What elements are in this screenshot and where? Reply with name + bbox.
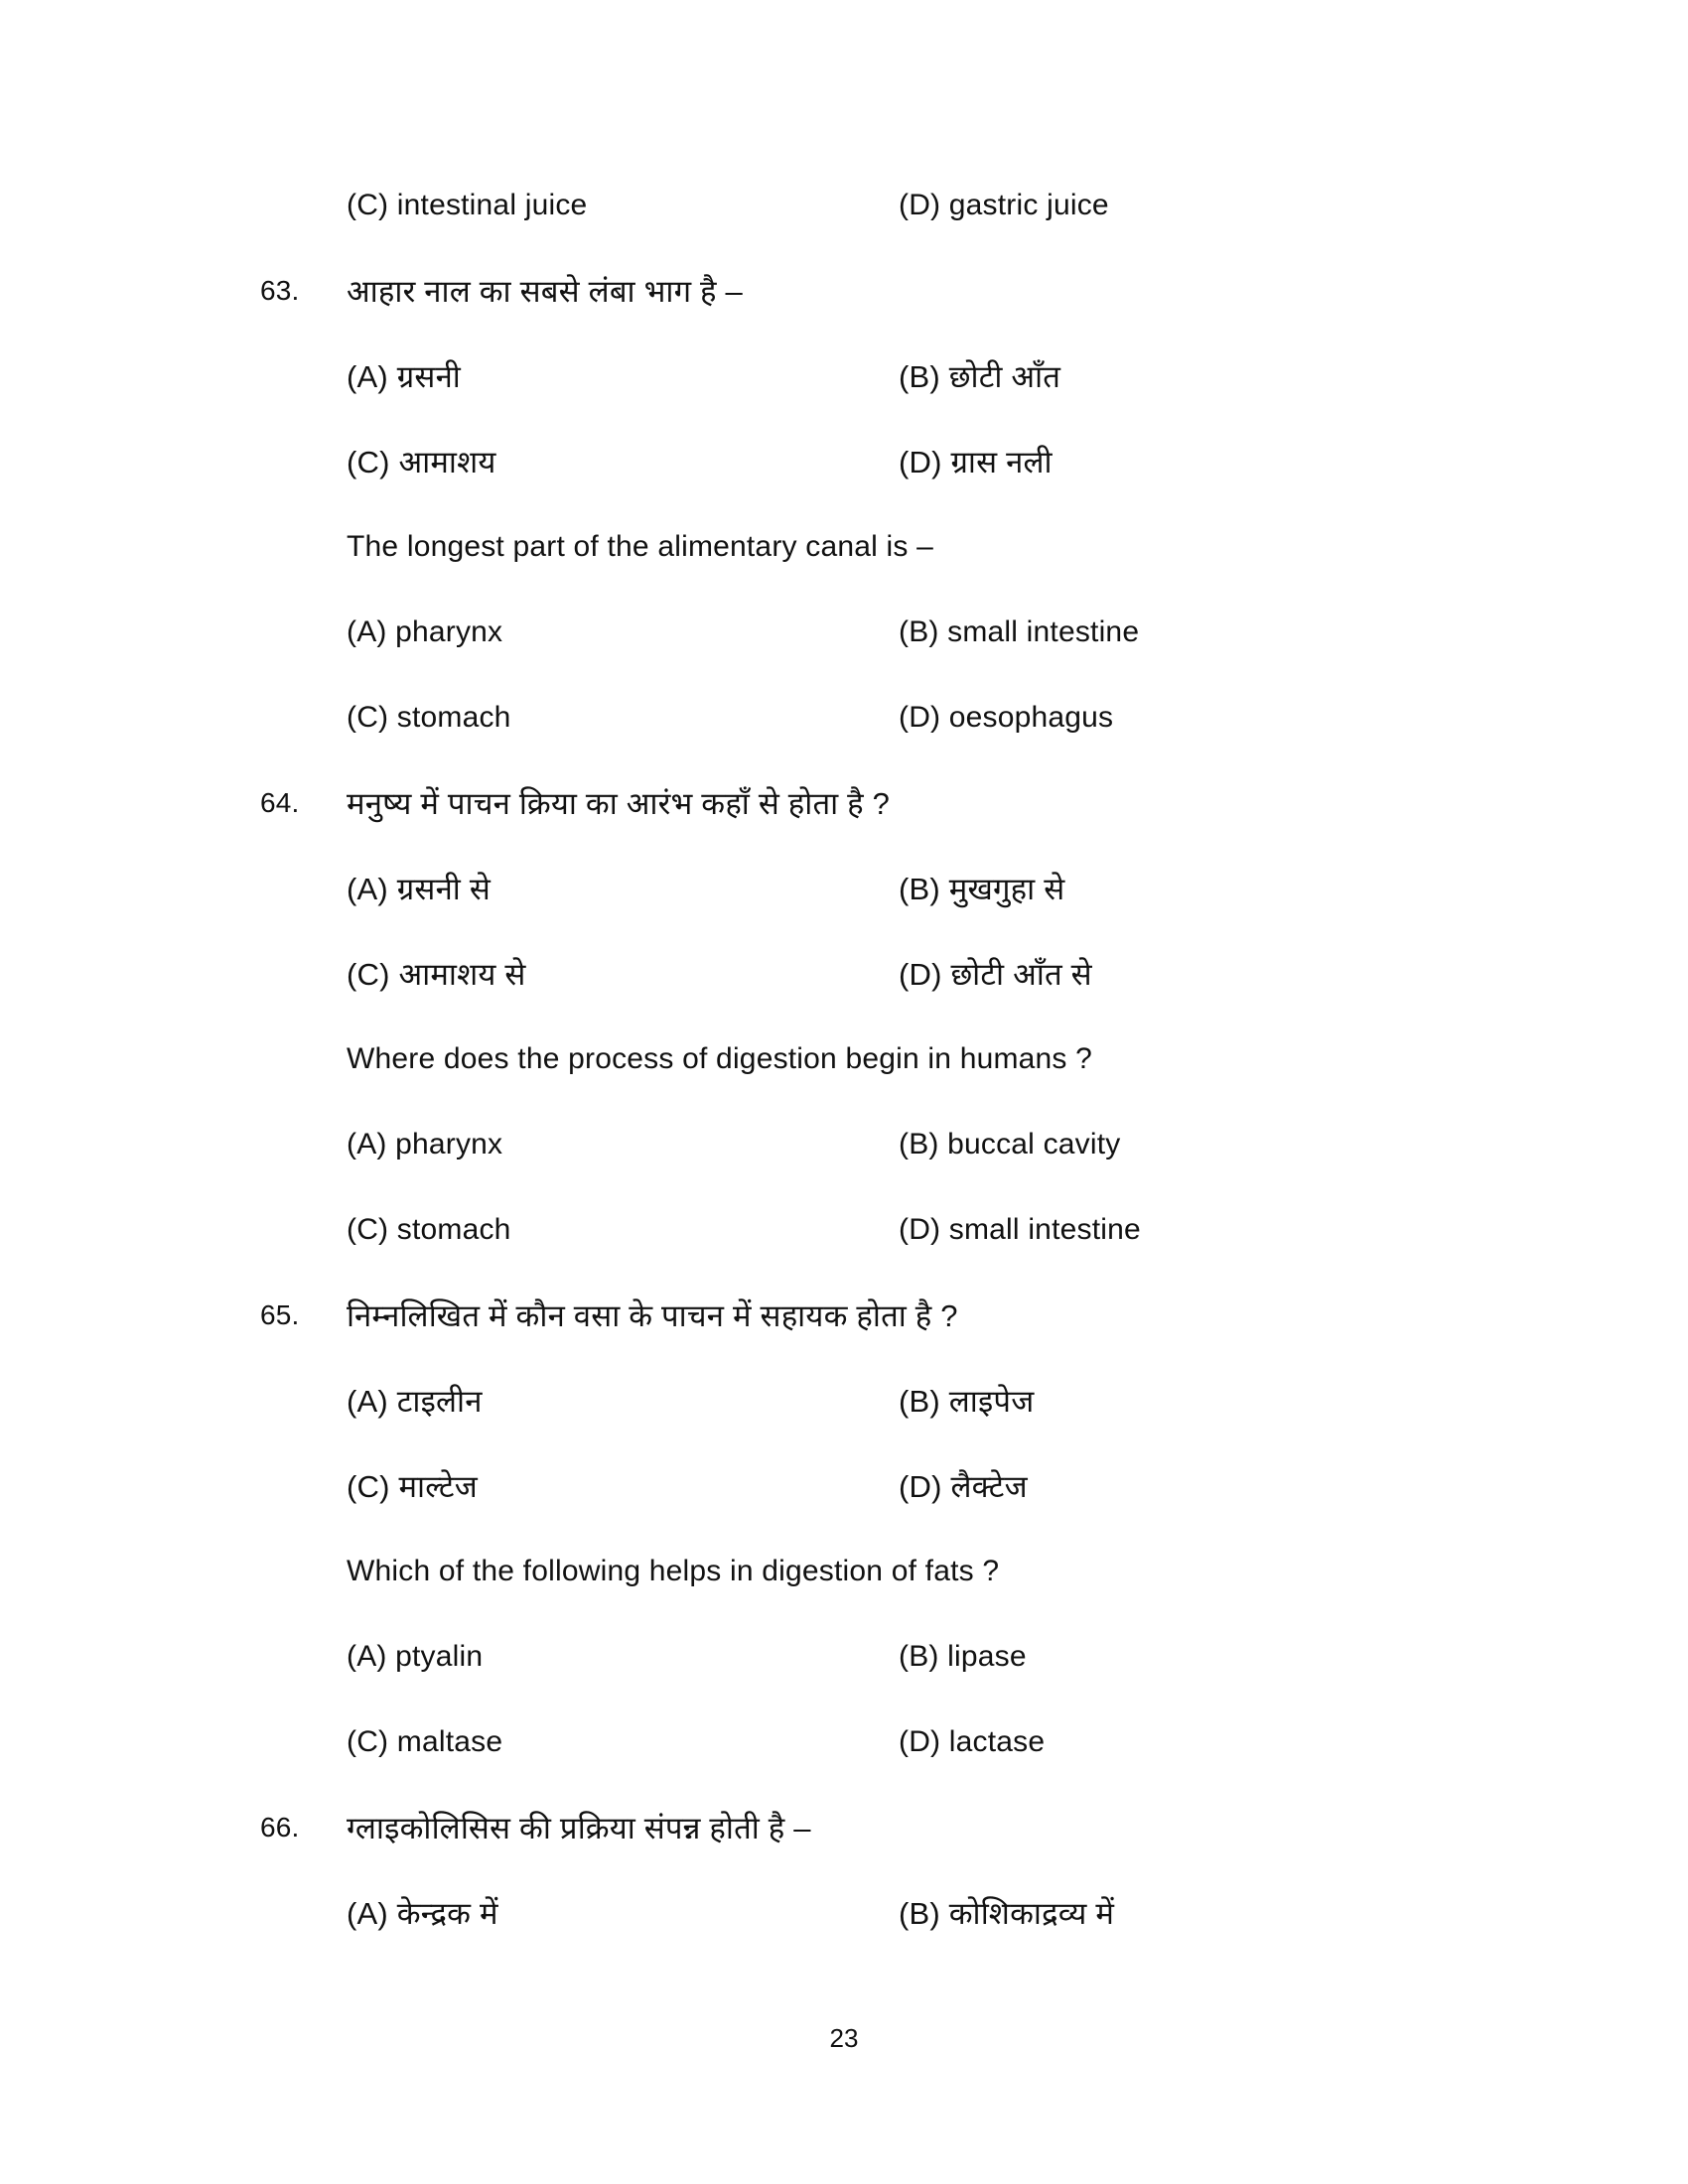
question-text-hindi: आहार नाल का सबसे लंबा भाग है – <box>347 274 743 309</box>
question-row-english <box>0 1017 1688 1102</box>
options-row <box>0 590 1688 675</box>
option: (D) ग्रास नली <box>899 445 1053 479</box>
option: (B) lipase <box>899 1640 1027 1673</box>
question-number: 63. <box>260 275 300 306</box>
question-text-english: The longest part of the alimentary canal is – <box>347 530 933 563</box>
option: (C) stomach <box>347 701 511 734</box>
question-row <box>0 760 1688 846</box>
options-row <box>0 1102 1688 1187</box>
question-text-hindi: निम्नलिखित में कौन वसा के पाचन में सहायक होता है ? <box>347 1298 958 1333</box>
options-row <box>0 1187 1688 1273</box>
option: (B) मुखगुहा से <box>899 872 1065 906</box>
question-row <box>0 1785 1688 1870</box>
option: (D) लैक्टेज <box>899 1469 1028 1504</box>
question-row-english <box>0 504 1688 590</box>
page-number: 23 <box>829 2023 859 2053</box>
option: (B) small intestine <box>899 615 1140 648</box>
question-number: 66. <box>260 1812 300 1843</box>
option: (C) stomach <box>347 1213 511 1246</box>
option: (A) ग्रसनी <box>347 359 462 394</box>
option: (C) आमाशय से <box>347 957 526 992</box>
option: (B) buccal cavity <box>899 1128 1121 1160</box>
options-row <box>0 1614 1688 1700</box>
option: (C) intestinal juice <box>347 189 588 221</box>
question-row-english <box>0 1529 1688 1614</box>
option: (B) छोटी आँत <box>899 359 1061 394</box>
options-row <box>0 675 1688 760</box>
option: (A) ग्रसनी से <box>347 872 491 906</box>
option: (A) केन्द्रक में <box>347 1896 498 1931</box>
option: (D) lactase <box>899 1725 1046 1758</box>
question-number: 64. <box>260 787 300 818</box>
question-text-english: Which of the following helps in digestion of fats ? <box>347 1555 1000 1587</box>
option: (C) आमाशय <box>347 445 496 479</box>
question-text-hindi: ग्लाइकोलिसिस की प्रक्रिया संपन्न होती है – <box>347 1811 811 1845</box>
option: (D) छोटी आँत से <box>899 957 1092 992</box>
options-row <box>0 1358 1688 1443</box>
options-row <box>0 931 1688 1017</box>
option: (C) माल्टेज <box>347 1469 478 1504</box>
question-row <box>0 248 1688 334</box>
question-number: 65. <box>260 1299 300 1330</box>
options-row <box>0 1870 1688 1956</box>
option: (B) लाइपेज <box>899 1384 1035 1419</box>
question-row <box>0 1273 1688 1358</box>
option: (D) small intestine <box>899 1213 1141 1246</box>
question-text-hindi: मनुष्य में पाचन क्रिया का आरंभ कहाँ से होता है ? <box>347 786 891 821</box>
option: (B) कोशिकाद्रव्य में <box>899 1896 1115 1931</box>
option: (C) maltase <box>347 1725 503 1758</box>
options-row <box>0 419 1688 504</box>
option: (A) pharynx <box>347 615 503 648</box>
option: (A) pharynx <box>347 1128 503 1160</box>
option: (A) ptyalin <box>347 1640 484 1673</box>
option: (D) oesophagus <box>899 701 1114 734</box>
question-text-english: Where does the process of digestion begin in humans ? <box>347 1042 1093 1075</box>
option: (D) gastric juice <box>899 189 1109 221</box>
options-row <box>0 334 1688 419</box>
carryover-options-row <box>0 163 1688 248</box>
options-row <box>0 1443 1688 1529</box>
options-row <box>0 1700 1688 1785</box>
options-row <box>0 846 1688 931</box>
option: (A) टाइलीन <box>347 1384 483 1419</box>
question-list <box>0 163 1688 1956</box>
